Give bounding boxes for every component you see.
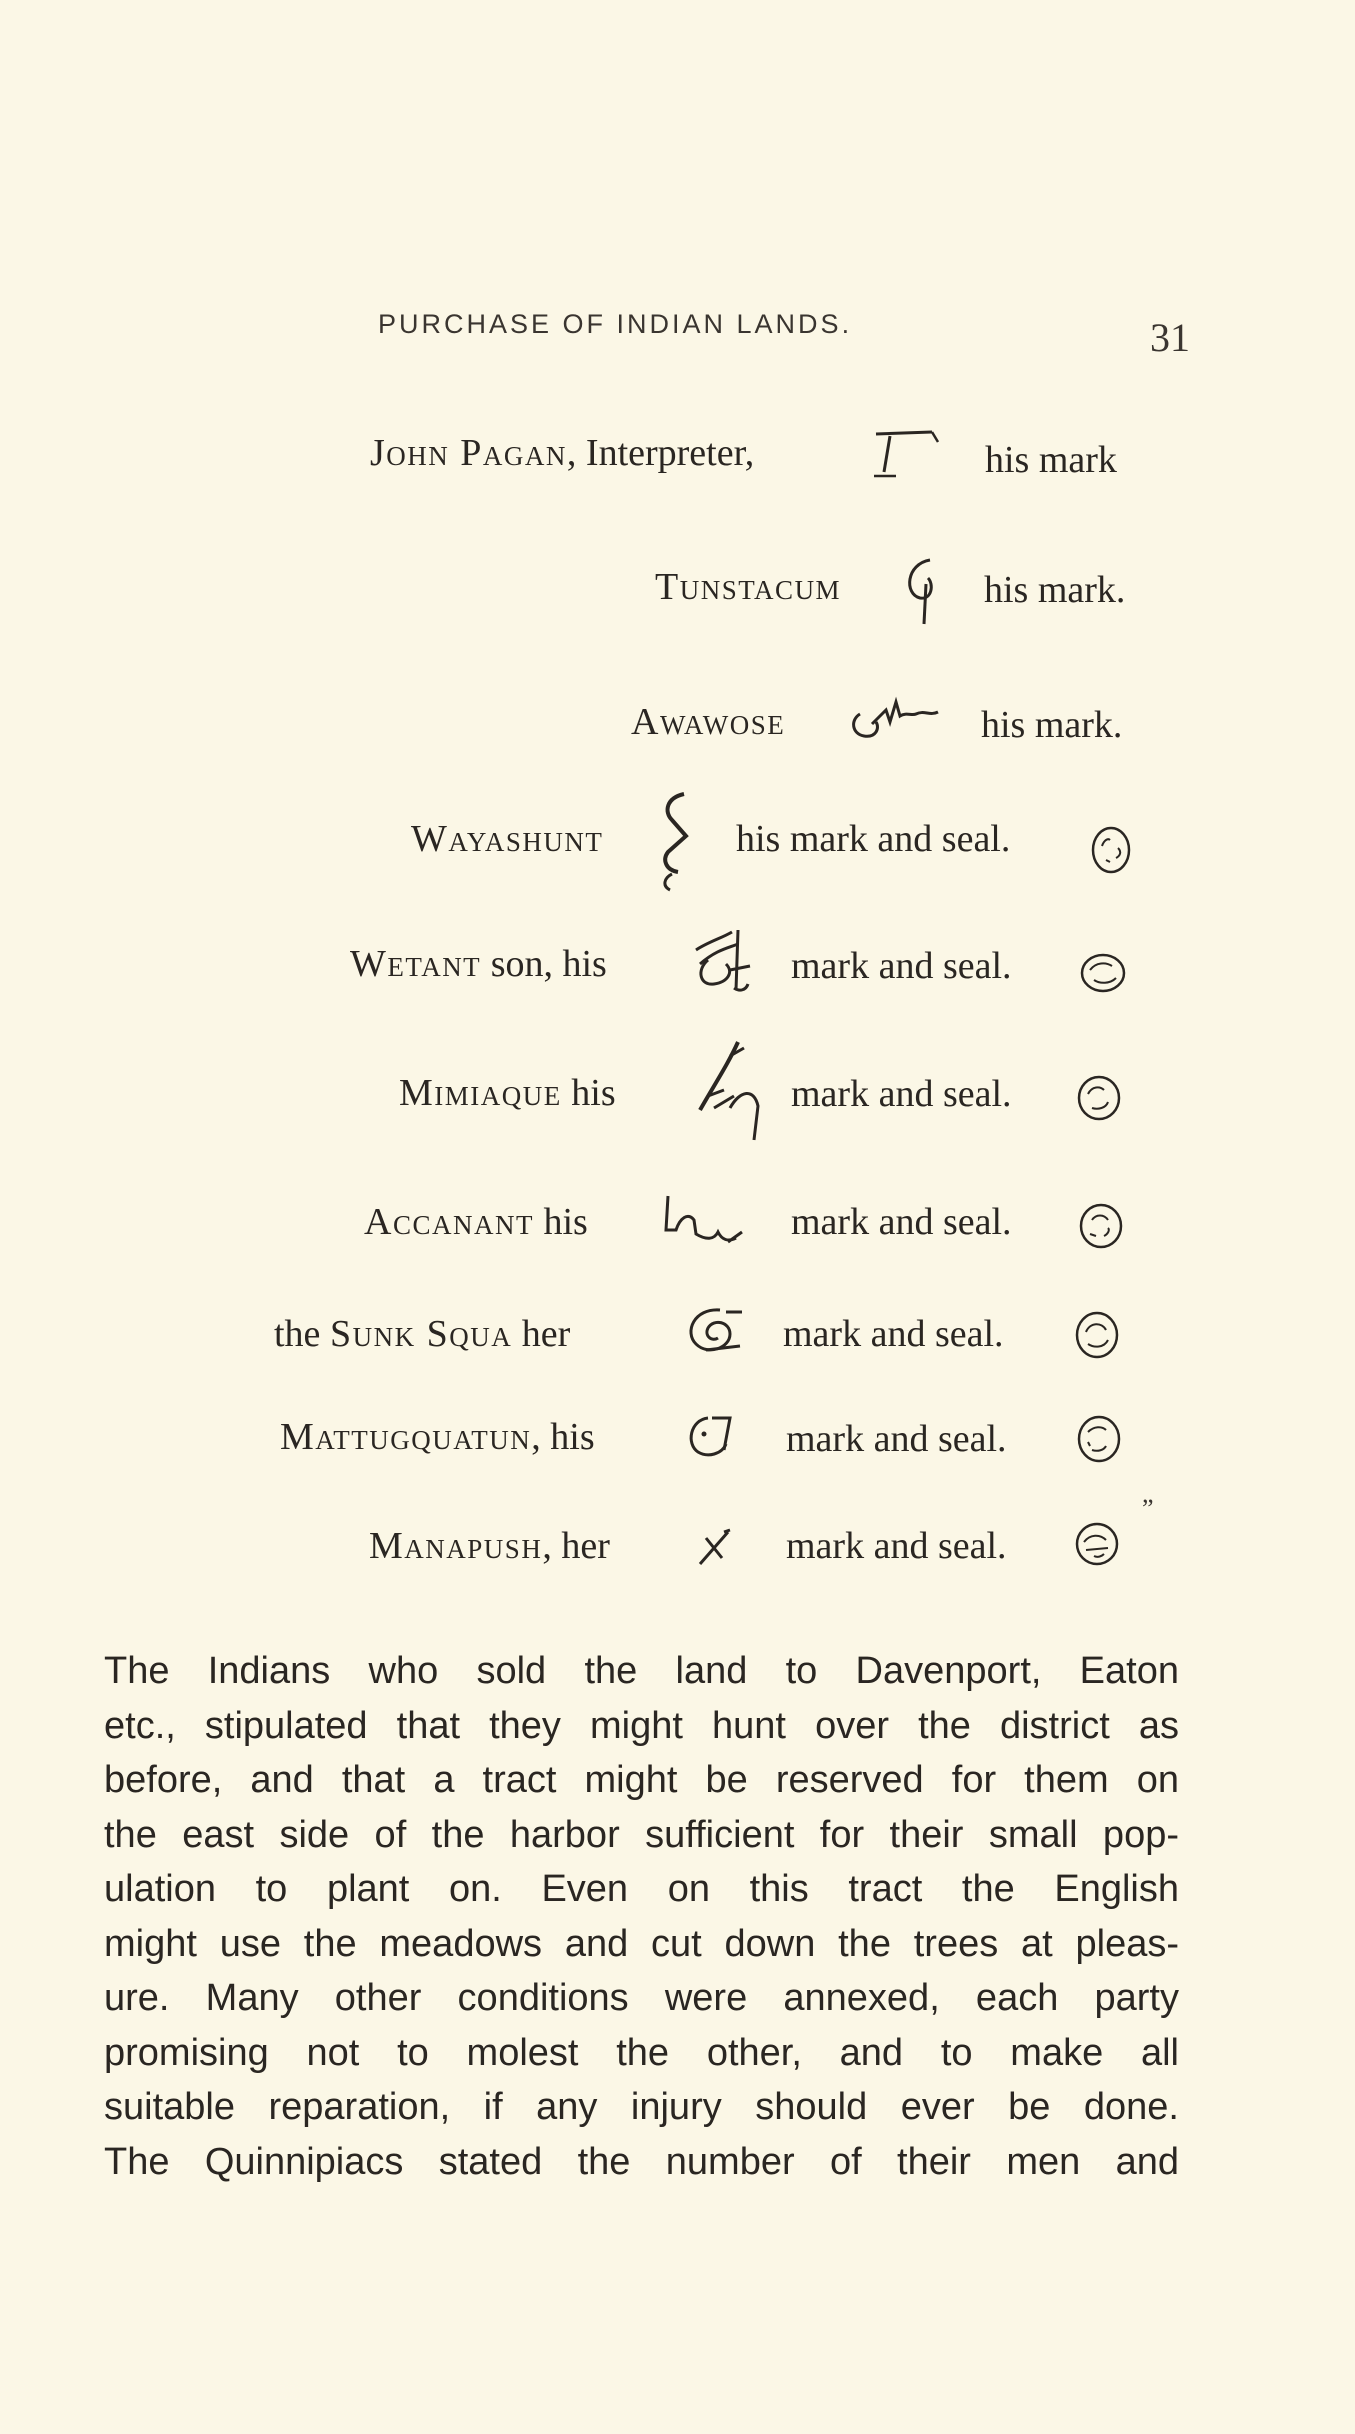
mark-text: mark and seal. (783, 1313, 1004, 1355)
t-mark-icon (866, 428, 946, 488)
signatory-role: , his (531, 1416, 595, 1458)
signatory-row (274, 1315, 570, 1353)
wave-mark-icon (846, 694, 942, 746)
signatory-name: Accanant (364, 1201, 534, 1243)
signatory-role: his (561, 1072, 616, 1114)
paragraph-line: etc., stipulated that they might hunt over the district as (104, 1704, 1179, 1747)
signatory-row (411, 820, 603, 858)
page-number: 31 (1150, 315, 1190, 360)
signatory-name: John Pagan (370, 432, 567, 474)
x-mark-icon (694, 1524, 734, 1568)
paragraph-line: the east side of the harbor sufficient for their small pop- (104, 1813, 1179, 1856)
scribble-mark-icon (688, 920, 758, 1000)
signatory-row (369, 1527, 610, 1565)
seal-icon (1078, 948, 1124, 992)
mark-text: his mark (985, 439, 1117, 481)
signatory-row (350, 945, 607, 983)
signatory-row (655, 568, 841, 606)
signatory-name: Manapush (369, 1525, 543, 1567)
ditto-mark: ” (1142, 1494, 1154, 1523)
signatory-name: Wetant (350, 943, 482, 985)
seal-icon (1088, 822, 1134, 866)
seal-icon (1072, 1308, 1118, 1352)
mark-text: his mark and seal. (736, 818, 1011, 860)
paragraph-line: before, and that a tract might be reserved for them on (104, 1759, 1179, 1801)
paragraph-line: ulation to plant on. Even on this tract the English (104, 1868, 1179, 1910)
mark-text: mark and seal. (791, 1201, 1012, 1243)
c-mark-icon (682, 1410, 738, 1466)
paragraph-line: promising not to molest the other, and to make all (104, 2031, 1179, 2074)
hook-mark-icon (896, 554, 946, 628)
signatory-name: Mattugquatun (280, 1416, 532, 1458)
signatory-name: Tunstacum (655, 566, 842, 608)
signatory-name: Awawose (631, 701, 786, 743)
signatory-name: Mimiaque (399, 1072, 562, 1114)
paragraph-line: might use the meadows and cut down the trees at pleas- (104, 1922, 1179, 1965)
mark-text: his mark. (981, 704, 1123, 746)
paragraph-line: ure. Many other conditions were annexed, each party (104, 1977, 1179, 2019)
signatory-row (399, 1074, 616, 1112)
signatory-row (631, 703, 785, 741)
seal-icon (1074, 1072, 1120, 1116)
signatory-row (364, 1203, 588, 1241)
paragraph-line: The Indians who sold the land to Davenport, Eaton (104, 1650, 1179, 1692)
mark-text: mark and seal. (791, 945, 1012, 987)
mark-text: mark and seal. (791, 1073, 1012, 1115)
signatory-role: his (533, 1201, 588, 1243)
signatory-role: son, his (481, 943, 607, 985)
seal-icon (1076, 1200, 1122, 1244)
slash-mark-icon (694, 1034, 774, 1144)
signatory-row (280, 1418, 595, 1456)
paragraph-line: suitable reparation, if any injury should ever be done. (104, 2086, 1179, 2128)
running-head: PURCHASE OF INDIAN LANDS. (378, 309, 853, 339)
mark-text: his mark. (984, 569, 1126, 611)
signatory-row (370, 434, 754, 472)
signatory-name: Wayashunt (411, 818, 604, 860)
body-paragraph (104, 1644, 1179, 2189)
mark-text: mark and seal. (786, 1418, 1007, 1460)
paragraph-line: The Quinnipiacs stated the number of their men and (104, 2140, 1179, 2183)
signatory-role: her (512, 1313, 571, 1355)
seal-icon (1074, 1412, 1120, 1456)
signatory-name: Sunk Squa (329, 1313, 513, 1355)
signatory-prefix: the (274, 1313, 330, 1355)
signatory-role: , her (542, 1525, 610, 1567)
seal-icon (1072, 1518, 1118, 1562)
spiral-mark-icon (680, 1302, 750, 1362)
signatory-role: , Interpreter, (566, 432, 755, 474)
loop-mark-icon (658, 1190, 754, 1250)
s-mark-icon (656, 786, 696, 896)
mark-text: mark and seal. (786, 1525, 1007, 1567)
